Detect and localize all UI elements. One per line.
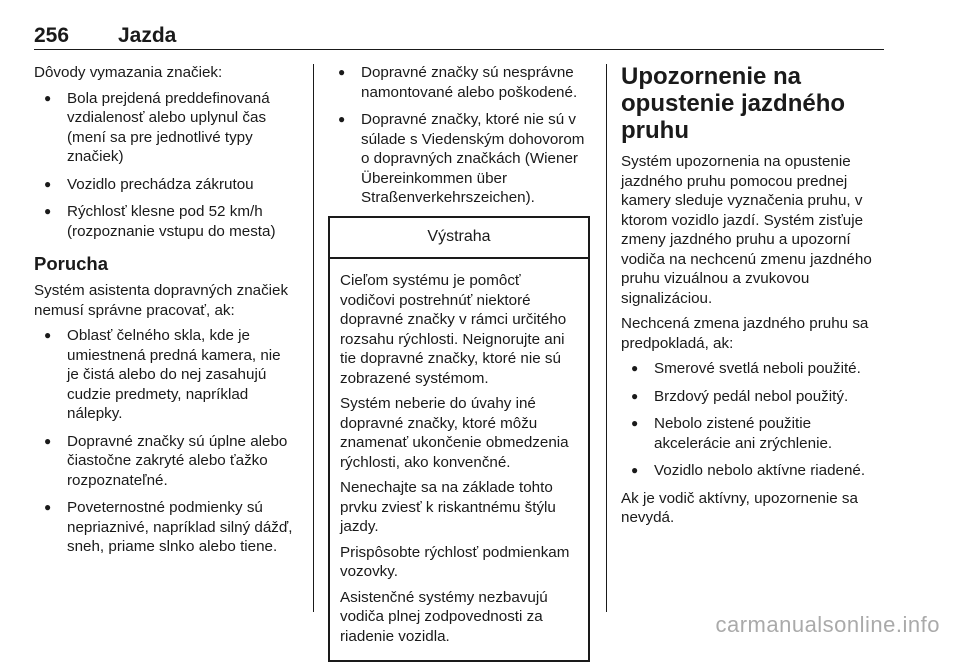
section-title: Jazda: [118, 24, 176, 48]
warning-paragraph: Cieľom systému je pomôcť vodičovi postrehnúť niektoré dopravné značky v rámci určitého rozsahu rýchlosti. Neignorujte ani tie dopravné značky, ktoré nie sú zobrazené systémom.: [340, 271, 578, 388]
failure-list: [34, 326, 296, 557]
list-item: ● Vozidlo prechádza zákrutou: [34, 175, 296, 195]
list-item: ● Brzdový pedál nebol použitý.: [621, 387, 886, 407]
warning-body: [330, 259, 588, 660]
list-item: ● Dopravné značky sú nesprávne namontované alebo poškodené.: [328, 63, 590, 102]
lane-departure-heading: Upozornenie na opustenie jazdného pruhu: [621, 63, 886, 144]
lane-departure-description: Systém upozornenia na opustenie jazdného pruhu pomocou prednej kamery sleduje vyznačenia pruhu, v ktorom vozidlo jazdí. Systém zisťuje zmeny jazdného pruhu a upozorní vodiča na nechcenú zmenu jazdného pruhu vizuálnou a zvukovou signalizáciou.: [621, 152, 886, 308]
lane-departure-conditions: [621, 359, 886, 481]
list-item: ● Dopravné značky sú úplne alebo čiastočne zakryté alebo ťažko rozpoznateľné.: [34, 432, 296, 491]
column-divider-2: [606, 64, 607, 612]
watermark: carmanualsonline.info: [715, 612, 940, 638]
column-3: [621, 63, 886, 534]
warning-title: Výstraha: [330, 218, 588, 260]
column-divider-1: [313, 64, 314, 612]
warning-paragraph: Systém neberie do úvahy iné dopravné značky, ktoré môžu znamenať ukončenie obmedzenia rýchlosti, ako konvenčné.: [340, 394, 578, 472]
reasons-list: [34, 89, 296, 242]
list-item: ● Vozidlo nebolo aktívne riadené.: [621, 461, 886, 481]
warning-paragraph: Prispôsobte rýchlosť podmienkam vozovky.: [340, 543, 578, 582]
list-item: ● Bola prejdená preddefinovaná vzdialenosť alebo uplynul čas (mení sa pre jednotlivé typy značiek): [34, 89, 296, 167]
page-number: 256: [34, 24, 69, 48]
warning-paragraph: Nenechajte sa na základe tohto prvku zviesť k riskantnému štýlu jazdy.: [340, 478, 578, 537]
list-item: ● Rýchlosť klesne pod 52 km/h (rozpoznanie vstupu do mesta): [34, 202, 296, 241]
failure-heading: Porucha: [34, 253, 296, 275]
list-item: ● Poveternostné podmienky sú nepriaznivé, napríklad silný dážď, sneh, priame slnko alebo tiene.: [34, 498, 296, 557]
list-item: ● Dopravné značky, ktoré nie sú v súlade s Viedenským dohovorom o dopravných značkách (Wiener Übereinkommen über Straßenverkehrszeichen).: [328, 110, 590, 208]
warning-box: [328, 216, 590, 662]
lane-departure-conditions-intro: Nechcená zmena jazdného pruhu sa predpokladá, ak:: [621, 314, 886, 353]
page-header: [34, 24, 884, 50]
header-rule: [34, 49, 884, 50]
column-2: [328, 63, 590, 662]
list-item: ● Oblasť čelného skla, kde je umiestnená predná kamera, nie je čistá alebo do nej zasahujú cudzie predmety, napríklad nálepky.: [34, 326, 296, 424]
list-item: ● Smerové svetlá neboli použité.: [621, 359, 886, 379]
lane-departure-note: Ak je vodič aktívny, upozornenie sa nevydá.: [621, 489, 886, 528]
failure-list-continued: [328, 63, 590, 208]
failure-intro: Systém asistenta dopravných značiek nemusí správne pracovať, ak:: [34, 281, 296, 320]
reasons-intro: Dôvody vymazania značiek:: [34, 63, 296, 83]
column-1: [34, 63, 296, 565]
list-item: ● Nebolo zistené použitie akcelerácie ani zrýchlenie.: [621, 414, 886, 453]
warning-paragraph: Asistenčné systémy nezbavujú vodiča plnej zodpovednosti za riadenie vozidla.: [340, 588, 578, 647]
